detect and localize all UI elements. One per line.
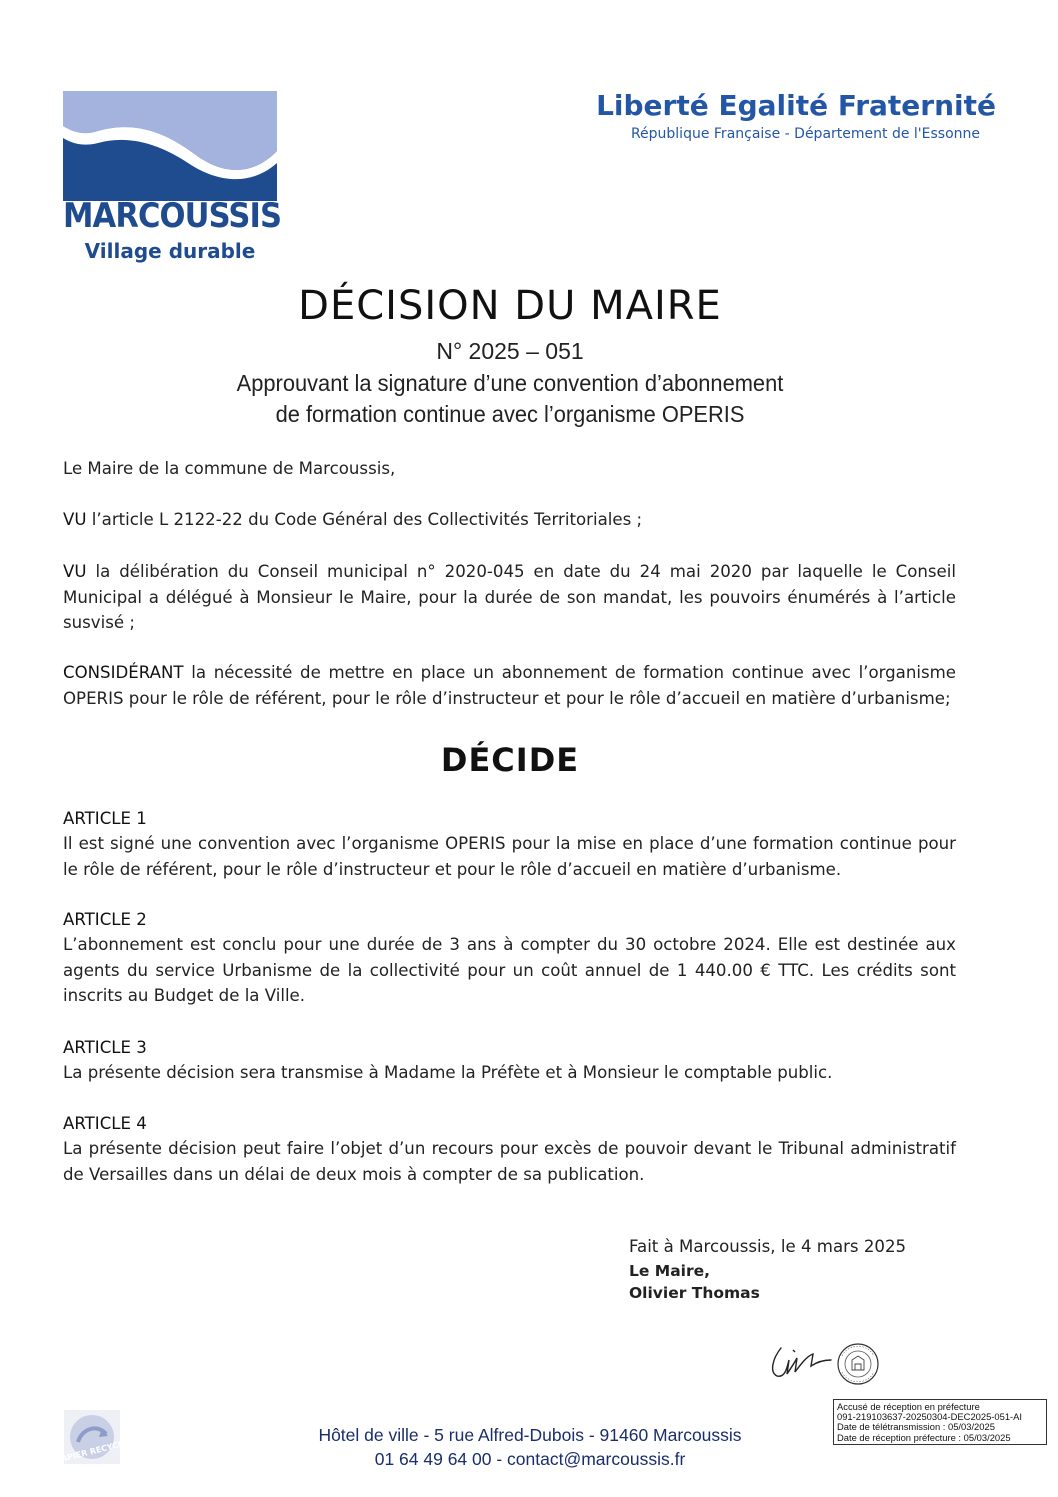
handwritten-signature: [765, 1340, 835, 1382]
republic-motto: Liberté Egalité Fraternité: [596, 89, 996, 122]
document-title: DÉCISION DU MAIRE: [298, 283, 722, 329]
subtitle-line-2: de formation continue avec l’organisme OPERIS: [275, 401, 745, 427]
prefecture-receipt-box: [833, 1399, 1047, 1445]
recycled-paper-logo: [55, 1410, 130, 1465]
article-2-heading: ARTICLE 2: [63, 910, 147, 929]
subtitle-line-1: Approuvant la signature d’une convention d’abonnement: [236, 370, 784, 396]
intro-paragraph: Le Maire de la commune de Marcoussis,: [63, 459, 396, 478]
vu-text: l’article L 2122-22 du Code Général des Collectivités Territoriales ;: [86, 510, 643, 529]
place-date: Fait à Marcoussis, le 4 mars 2025: [629, 1237, 907, 1256]
official-seal: [836, 1342, 880, 1386]
vu-paragraph-2: [63, 559, 956, 636]
vu-keyword: VU: [63, 562, 87, 581]
article-4-text: La présente décision peut faire l’objet d’un recours pour excès de pouvoir devant le Tribunal administratif de Versailles dans un délai de deux mois à compter de sa publication.: [63, 1139, 956, 1184]
considerant-text: la nécessité de mettre en place un abonnement de formation continue avec l’organisme OPERIS pour le rôle de référent, pour le rôle d’instructeur et pour le rôle d’accueil en matière d’urbanisme;: [63, 663, 956, 708]
considerant-keyword: CONSIDÉRANT: [63, 663, 184, 682]
receipt-line-3: Date de télétransmission : 05/03/2025: [837, 1421, 995, 1433]
logo-tagline: Village durable: [84, 239, 256, 263]
article-1-text: Il est signé une convention avec l’organisme OPERIS pour la mise en place d’une formation continue pour le rôle de référent, pour le rôle d’instructeur et pour le rôle d’accueil en matière d’urbanisme.: [63, 834, 956, 879]
article-3-text: La présente décision sera transmise à Madame la Préfète et à Monsieur le comptable public.: [63, 1063, 833, 1082]
logo-name: MARCOUSSIS: [63, 196, 282, 236]
signatory-role: Le Maire,: [629, 1262, 711, 1280]
article-4-heading: ARTICLE 4: [63, 1114, 147, 1133]
receipt-line-4: Date de réception préfecture : 05/03/2025: [837, 1431, 1011, 1443]
recycled-logo-text: PAPIER RECYCLÉ: [55, 1438, 130, 1465]
decide-heading: DÉCIDE: [440, 741, 580, 779]
signatory-name: Olivier Thomas: [629, 1284, 760, 1302]
receipt-line-1: Accusé de réception en préfecture: [837, 1401, 980, 1412]
article-2-text: L’abonnement est conclu pour une durée de 3 ans à compter du 30 octobre 2024. Elle est destinée aux agents du service Urbanisme de la collectivité pour un coût annuel de 1 440.00 € TTC. Les crédits sont inscrits au Budget de la Ville.: [63, 935, 956, 1006]
receipt-line-2: 091-219103637-20250304-DEC2025-051-AI: [837, 1411, 1023, 1423]
vu-text: la délibération du Conseil municipal n° 2020-045 en date du 24 mai 2020 par laquelle le Conseil Municipal a délégué à Monsieur le Maire, pour la durée de son mandat, les pouvoirs énumérés à l’article susvisé ;: [63, 562, 956, 633]
republic-department: République Française - Département de l'Essonne: [630, 126, 980, 142]
article-1-heading: ARTICLE 1: [63, 809, 147, 828]
footer-contact: 01 64 49 64 00 - contact@marcoussis.fr: [374, 1449, 686, 1469]
footer-address: Hôtel de ville - 5 rue Alfred-Dubois - 91460 Marcoussis: [318, 1425, 742, 1445]
vu-keyword: VU: [63, 510, 87, 529]
vu-paragraph-1: [63, 507, 956, 533]
decision-number: N° 2025 – 051: [436, 338, 584, 364]
article-3-heading: ARTICLE 3: [63, 1038, 147, 1057]
considerant-paragraph: [63, 660, 956, 711]
